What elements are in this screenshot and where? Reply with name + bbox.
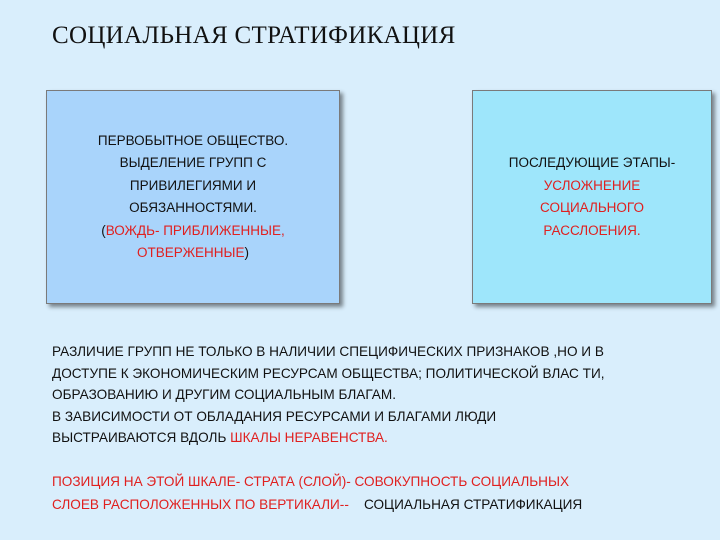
slide-title: СОЦИАЛЬНАЯ СТРАТИФИКАЦИЯ xyxy=(52,22,456,49)
right-box-line-2: УСЛОЖНЕНИЕ xyxy=(543,177,641,193)
left-box-line-1: ПЕРВОБЫТНОЕ ОБЩЕСТВО. xyxy=(97,132,289,148)
paragraph2-line-2-gap xyxy=(349,497,364,512)
left-box-leaders-text: ВОЖДЬ- ПРИБЛИЖЕННЫЕ, xyxy=(105,222,285,238)
primitive-society-text xyxy=(88,130,298,265)
paragraph1-line-4: В ЗАВИСИМОСТИ ОТ ОБЛАДАНИЯ РЕСУРСАМИ И БЛАГАМИ ЛЮДИ xyxy=(52,408,497,424)
paragraph1-line-5 xyxy=(52,427,605,449)
left-box-line-4: ОБЯЗАННОСТЯМИ. xyxy=(129,200,257,215)
paragraph2-line-1: ПОЗИЦИЯ НА ЭТОЙ ШКАЛЕ- СТРАТА (СЛОЙ)- СОВОКУПНОСТЬ СОЦИАЛЬНЫХ xyxy=(52,474,570,489)
right-box-line-1: ПОСЛЕДУЮЩИЕ ЭТАПЫ- xyxy=(508,155,676,170)
paragraph1-line-1: РАЗЛИЧИЕ ГРУПП НЕ ТОЛЬКО В НАЛИЧИИ СПЕЦИФИЧЕСКИХ ПРИЗНАКОВ ,НО И В xyxy=(52,344,604,359)
inequality-scale-highlight: ШКАЛЫ НЕРАВЕНСТВА. xyxy=(230,430,388,446)
paragraph1-line-5-text: ВЫСТРАИВАЮТСЯ ВДОЛЬ xyxy=(52,430,231,446)
primitive-society-box xyxy=(46,90,340,304)
right-box-line-3: СОЦИАЛЬНОГО xyxy=(540,200,644,215)
paragraph2-line-2 xyxy=(52,493,582,516)
paragraph1-line-2: ДОСТУПЕ К ЭКОНОМИЧЕСКИМ РЕСУРСАМ ОБЩЕСТВА; ПОЛИТИЧЕСКОЙ ВЛАС ТИ, xyxy=(52,365,605,381)
left-box-line-5 xyxy=(98,220,288,243)
inequality-paragraph xyxy=(52,341,605,449)
left-box-outcasts-text: ОТВЕРЖЕННЫЕ xyxy=(136,245,245,260)
left-box-line-6 xyxy=(98,242,288,265)
later-stages-box xyxy=(472,90,712,304)
left-box-line-3: ПРИВИЛЕГИЯМИ И xyxy=(129,177,257,193)
paragraph1-line-3: ОБРАЗОВАНИЮ И ДРУГИМ СОЦИАЛЬНЫМ БЛАГАМ. xyxy=(52,387,396,403)
paragraph2-line-2-red: СЛОЕВ РАСПОЛОЖЕННЫХ ПО ВЕРТИКАЛИ-- xyxy=(52,497,349,512)
left-box-open-paren: ( xyxy=(101,222,106,238)
left-box-line-2: ВЫДЕЛЕНИЕ ГРУПП С xyxy=(119,155,267,170)
left-box-close-paren: ) xyxy=(244,245,250,260)
right-box-line-4: РАССЛОЕНИЯ. xyxy=(543,222,641,238)
later-stages-text xyxy=(499,152,686,242)
strata-definition-paragraph xyxy=(52,470,582,516)
social-stratification-term: СОЦИАЛЬНАЯ СТРАТИФИКАЦИЯ xyxy=(363,497,583,512)
